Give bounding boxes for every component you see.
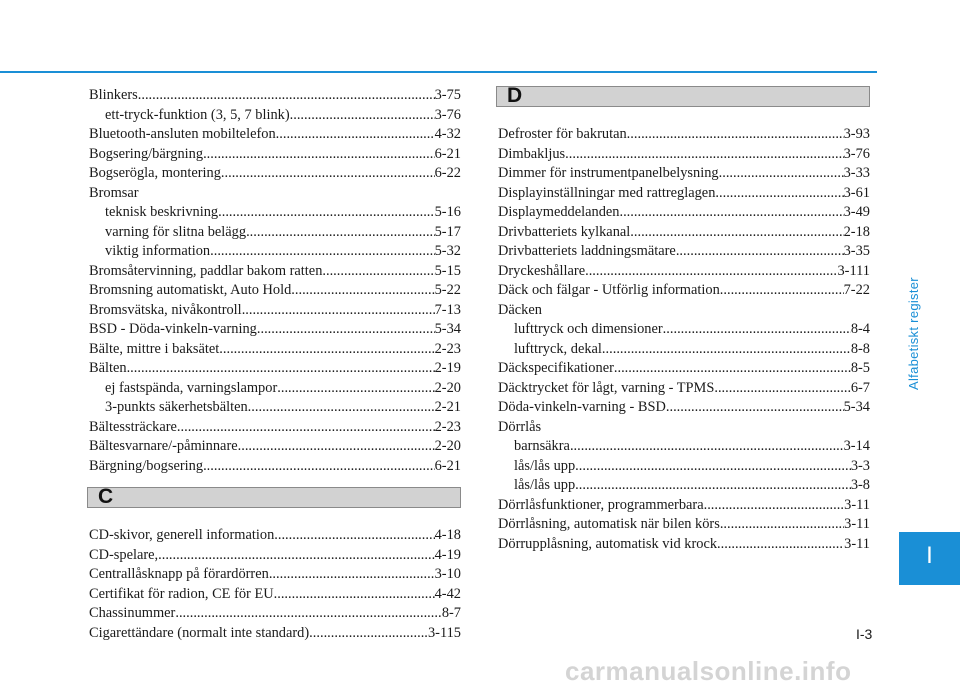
entry-page: 3-111 [837, 262, 870, 279]
dot-leader [630, 223, 843, 243]
index-group-b [89, 86, 461, 476]
entry-page: 3-11 [844, 535, 870, 552]
index-entry[interactable] [89, 398, 461, 418]
index-entry[interactable] [89, 379, 461, 399]
entry-label: Bältesvarnare/-påminnare [89, 438, 238, 454]
entry-label: Drivbatteriets kylkanal [498, 223, 631, 240]
index-column-right [498, 86, 870, 554]
side-label: Alfabetiskt register [906, 277, 921, 390]
index-entry[interactable] [89, 359, 461, 379]
index-entry[interactable] [89, 184, 461, 204]
dot-leader [175, 604, 441, 624]
entry-label: Bogserögla, montering [89, 165, 221, 181]
index-entry[interactable] [498, 496, 870, 516]
index-entry[interactable] [498, 457, 870, 477]
entry-label: Blinkers [89, 87, 138, 103]
entry-label: Drivbatteriets laddningsmätare [498, 243, 676, 259]
section-header-c [87, 487, 461, 508]
index-entry[interactable] [498, 262, 870, 282]
entry-page: 3-10 [434, 566, 461, 582]
entry-label: Dörrupplåsning, automatisk vid krock [498, 535, 718, 552]
dot-leader [177, 418, 435, 438]
dot-leader [575, 476, 851, 496]
dot-leader [277, 379, 434, 399]
entry-page: 3-49 [843, 204, 870, 220]
index-entry[interactable] [89, 301, 461, 321]
entry-label: viktig information [105, 243, 211, 259]
chapter-tab[interactable] [899, 532, 960, 585]
entry-page: 5-17 [434, 223, 461, 240]
entry-label: Bältessträckare [89, 418, 177, 435]
dot-leader [715, 184, 843, 204]
entry-label: barnsäkra [514, 438, 570, 454]
entry-label: Dörrlåsning, automatisk när bilen körs [498, 516, 720, 532]
index-entry[interactable] [89, 145, 461, 165]
index-entry[interactable] [89, 604, 461, 624]
dot-leader [203, 457, 435, 477]
entry-page: 8-7 [441, 605, 461, 621]
entry-page: 5-22 [434, 282, 461, 298]
dot-leader [138, 86, 435, 106]
dot-leader [676, 242, 844, 262]
index-entry[interactable] [89, 86, 461, 106]
dot-leader [570, 437, 844, 457]
entry-label: varning för slitna belägg [105, 223, 247, 240]
index-entry[interactable] [498, 340, 870, 360]
entry-label: teknisk beskrivning [105, 204, 219, 220]
dot-leader [720, 281, 844, 301]
index-entry[interactable] [89, 262, 461, 282]
dot-leader [666, 398, 844, 418]
entry-page: 2-18 [843, 223, 870, 240]
entry-label: ej fastspända, varningslampor [105, 379, 278, 396]
dot-leader [158, 546, 434, 566]
dot-leader [219, 340, 434, 360]
entry-label: Centrallåsknapp på förardörren [89, 566, 269, 582]
dot-leader [619, 203, 843, 223]
entry-page: 5-32 [434, 243, 461, 259]
entry-page: 4-32 [434, 126, 461, 142]
entry-page: 2-20 [434, 379, 461, 396]
index-entry[interactable] [498, 398, 870, 418]
index-entry[interactable] [498, 145, 870, 165]
entry-page: 3-115 [427, 624, 461, 641]
entry-page: 5-34 [434, 321, 461, 337]
dot-leader [565, 145, 843, 165]
dot-leader [127, 359, 435, 379]
entry-label: Dimbakljus [498, 145, 566, 162]
entry-label: Bluetooth-ansluten mobiltelefon [89, 126, 276, 142]
index-entry[interactable] [89, 624, 461, 644]
dot-leader [246, 223, 435, 243]
entry-label: Displaymeddelanden [498, 204, 620, 220]
entry-page: 8-5 [850, 360, 870, 376]
entry-label: ett-tryck-funktion (3, 5, 7 blink) [105, 106, 290, 123]
entry-page: 6-7 [850, 379, 870, 396]
index-entry[interactable] [89, 242, 461, 262]
index-entry[interactable] [498, 203, 870, 223]
dot-leader [714, 379, 850, 399]
entry-page: 3-93 [843, 126, 870, 142]
entry-label: Bälte, mittre i baksätet [89, 340, 220, 357]
dot-leader [276, 125, 435, 145]
index-entry[interactable] [498, 320, 870, 340]
entry-page: 2-23 [434, 418, 461, 435]
entry-page: 6-22 [434, 165, 461, 181]
entry-page: 3-11 [844, 516, 870, 532]
entry-label: Dryckeshållare [498, 262, 586, 279]
entry-page: 3-76 [434, 106, 461, 123]
index-group-d [498, 125, 870, 554]
index-entry[interactable] [89, 320, 461, 340]
watermark: carmanualsonline.info [565, 656, 852, 686]
entry-page: 6-21 [434, 457, 461, 474]
entry-page: 3-35 [843, 243, 870, 259]
entry-label: Bälten [89, 360, 127, 376]
dot-leader [274, 526, 434, 546]
index-entry[interactable] [498, 281, 870, 301]
entry-label: lufttryck och dimensioner [514, 321, 663, 337]
entry-page: 5-16 [434, 204, 461, 220]
entry-page: 4-18 [434, 527, 461, 543]
dot-leader [717, 535, 844, 555]
index-entry[interactable] [498, 379, 870, 399]
index-entry[interactable] [89, 546, 461, 566]
index-entry[interactable] [498, 535, 870, 555]
entry-page: 2-20 [434, 438, 461, 454]
entry-label: Däcken [498, 301, 542, 318]
entry-page: 3-14 [843, 438, 870, 454]
index-entry[interactable] [89, 457, 461, 477]
top-rule [0, 71, 877, 73]
dot-leader [242, 301, 435, 321]
index-entry[interactable] [89, 418, 461, 438]
entry-page: 6-21 [434, 145, 461, 162]
dot-leader [203, 145, 435, 165]
index-entry[interactable] [498, 184, 870, 204]
entry-page: 2-19 [434, 360, 461, 376]
entry-page: 3-3 [850, 457, 870, 474]
entry-page: 3-75 [434, 87, 461, 103]
dot-leader [269, 565, 435, 585]
entry-label: lås/lås upp [514, 457, 576, 474]
entry-page: 3-11 [844, 496, 870, 513]
index-entry[interactable] [498, 476, 870, 496]
dot-leader [614, 359, 851, 379]
entry-label: Däckspecifikationer [498, 360, 614, 376]
entry-label: CD-skivor, generell information [89, 527, 275, 543]
dot-leader [585, 262, 837, 282]
entry-page: 2-21 [434, 399, 461, 415]
entry-label: Defroster för bakrutan [498, 126, 627, 142]
index-group-c [89, 526, 461, 643]
entry-label: Dörrlåsfunktioner, programmerbara [498, 496, 704, 513]
entry-label: Däcktrycket för lågt, varning - TPMS [498, 379, 715, 396]
index-entry[interactable] [89, 164, 461, 184]
index-entry[interactable] [498, 301, 870, 321]
dot-leader [238, 437, 435, 457]
index-entry[interactable] [498, 242, 870, 262]
entry-label: Bromsvätska, nivåkontroll [89, 301, 242, 318]
dot-leader [221, 164, 435, 184]
dot-leader [719, 164, 844, 184]
index-entry[interactable] [89, 203, 461, 223]
dot-leader [218, 203, 434, 223]
index-entry[interactable] [89, 565, 461, 585]
entry-page: 4-42 [434, 585, 461, 602]
index-entry[interactable] [498, 359, 870, 379]
entry-page: 3-8 [850, 477, 870, 493]
entry-label: Döda-vinkeln-varning - BSD [498, 399, 666, 415]
entry-label: 3-punkts säkerhetsbälten [105, 399, 248, 415]
entry-page: 3-76 [843, 145, 870, 162]
chapter-tab-letter: I [926, 542, 933, 569]
index-entry[interactable] [89, 223, 461, 243]
index-entry[interactable] [498, 418, 870, 438]
entry-page: 4-19 [434, 546, 461, 563]
index-entry[interactable] [498, 437, 870, 457]
dot-leader [602, 340, 851, 360]
section-letter: D [507, 84, 523, 107]
entry-page: 8-4 [850, 321, 870, 337]
section-letter: C [98, 485, 114, 508]
entry-label: Chassinummer [89, 605, 176, 621]
entry-label: lås/lås upp [514, 477, 576, 493]
entry-label: Däck och fälgar - Utförlig information [498, 282, 720, 298]
index-column-left [89, 86, 461, 643]
dot-leader [274, 585, 435, 605]
entry-label: Dörrlås [498, 418, 542, 435]
entry-label: Cigarettändare (normalt inte standard) [89, 624, 310, 641]
section-header-d [496, 86, 870, 107]
entry-page: 5-34 [843, 399, 870, 415]
index-entry[interactable] [89, 106, 461, 126]
entry-label: Bärgning/bogsering [89, 457, 204, 474]
entry-label: lufttryck, dekal [514, 340, 602, 357]
page-number: I-3 [856, 626, 873, 642]
index-entry[interactable] [89, 437, 461, 457]
index-entry[interactable] [498, 223, 870, 243]
index-entry[interactable] [498, 515, 870, 535]
index-entry[interactable] [89, 585, 461, 605]
dot-leader [290, 106, 435, 126]
dot-leader [309, 624, 428, 644]
index-entry[interactable] [89, 125, 461, 145]
entry-page: 8-8 [850, 340, 870, 357]
dot-leader [210, 242, 434, 262]
index-entry[interactable] [89, 281, 461, 301]
entry-label: Bromsar [89, 184, 139, 201]
index-entry[interactable] [498, 125, 870, 145]
entry-label: Dimmer för instrumentpanelbelysning [498, 165, 719, 181]
entry-label: Certifikat för radion, CE för EU [89, 585, 274, 602]
entry-page: 5-15 [434, 262, 461, 279]
dot-leader [704, 496, 845, 516]
dot-leader [575, 457, 851, 477]
entry-page: 3-61 [843, 184, 870, 201]
index-entry[interactable] [89, 340, 461, 360]
dot-leader [291, 281, 434, 301]
dot-leader [627, 125, 844, 145]
dot-leader [322, 262, 434, 282]
dot-leader [720, 515, 844, 535]
entry-page: 7-22 [843, 282, 870, 298]
dot-leader [248, 398, 435, 418]
dot-leader [663, 320, 851, 340]
entry-label: Bromsåtervinning, paddlar bakom ratten [89, 262, 323, 279]
entry-label: CD-spelare, [89, 546, 159, 563]
entry-page: 7-13 [434, 301, 461, 318]
entry-label: Bromsning automatiskt, Auto Hold [89, 282, 292, 298]
index-entry[interactable] [89, 526, 461, 546]
index-entry[interactable] [498, 164, 870, 184]
entry-label: Displayinställningar med rattreglagen [498, 184, 716, 201]
entry-page: 2-23 [434, 340, 461, 357]
dot-leader [257, 320, 435, 340]
entry-page: 3-33 [843, 165, 870, 181]
entry-label: Bogsering/bärgning [89, 145, 204, 162]
entry-label: BSD - Döda-vinkeln-varning [89, 321, 257, 337]
